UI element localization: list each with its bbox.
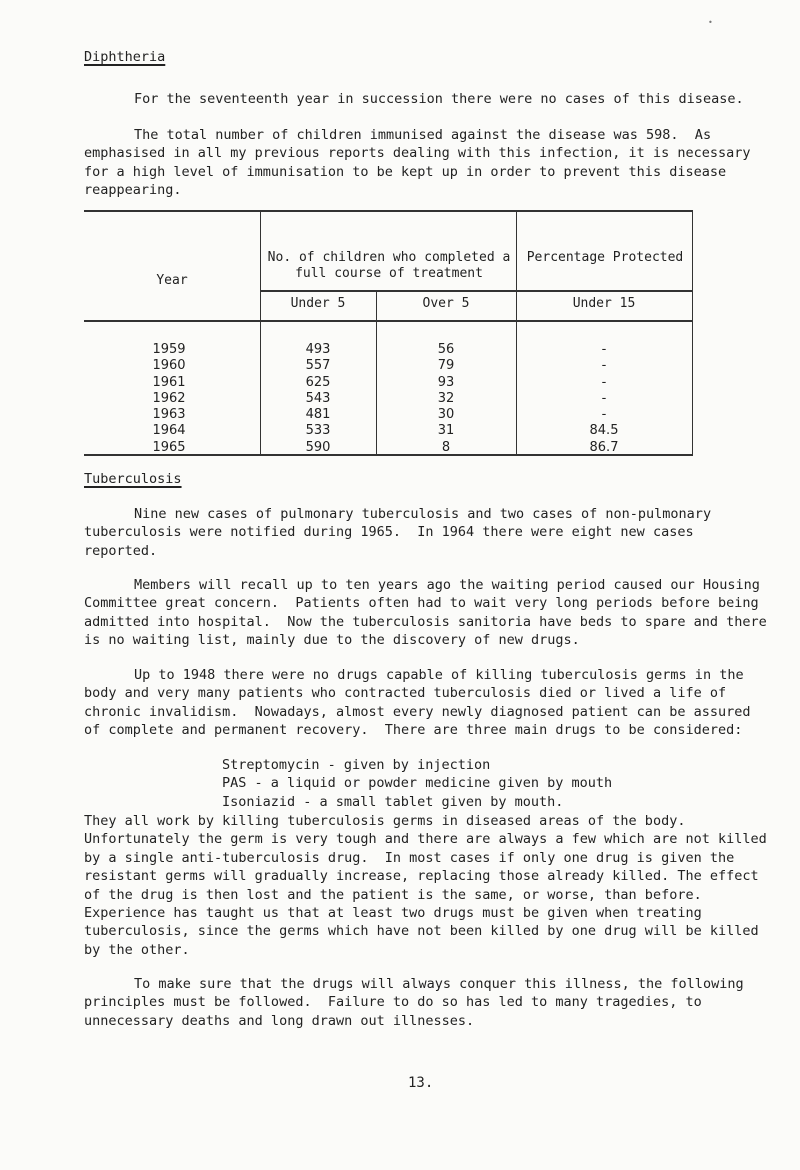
- table-cell-over-5: 79: [437, 358, 455, 374]
- subheader-under-15: Under 15: [572, 296, 636, 311]
- table-cell-year: 1965: [152, 439, 186, 455]
- table-right-border: [692, 210, 693, 456]
- diphtheria-paragraph-1: For the seventeenth year in succession there were no cases of this disease.: [134, 91, 744, 107]
- table-cell-over-5: 30: [437, 407, 455, 423]
- table-cell-year: 1960: [152, 358, 186, 374]
- header-percentage: Percentage Protected: [526, 250, 684, 265]
- tuberculosis-paragraph-2: Members will recall up to ten years ago the waiting period caused our Housing Committee great concern. Patients often had to wait very long periods before being admitted into hospital. Now the tuberculosis sanitoria have beds to spare and there is no waiting list, mainly due to the discovery of new drugs.: [84, 577, 775, 649]
- table-cell-percentage: -: [601, 374, 607, 390]
- table-cell-over-5: 32: [437, 390, 455, 406]
- table-cell-year: 1962: [152, 390, 186, 406]
- table-cell-over-5: 31: [437, 423, 455, 439]
- subheader-over-5: Over 5: [422, 296, 470, 311]
- table-cell-under-5: 590: [305, 439, 331, 455]
- subheader-under-5: Under 5: [290, 296, 346, 311]
- table-cell-under-5: 481: [305, 407, 331, 423]
- table-cell-under-5: 557: [305, 358, 331, 374]
- table-cell-over-5: 56: [437, 342, 455, 357]
- diphtheria-paragraph-2: The total number of children immunised against the disease was 598. As emphasised in all my previous reports dealing with this infection, it is necessary for a high level of immunisation to be kept up in order to prevent this disease reappearing.: [84, 127, 759, 199]
- tuberculosis-heading: Tuberculosis: [84, 471, 182, 487]
- table-cell-percentage: 86.7: [589, 439, 619, 455]
- list-item: Isoniazid - a small tablet given by mouth.: [222, 793, 564, 810]
- drug-list: [222, 756, 612, 811]
- stray-mark: •: [708, 18, 713, 27]
- table-cell-under-5: 493: [305, 342, 331, 357]
- list-item: PAS - a liquid or powder medicine given by mouth: [222, 775, 613, 792]
- column-year: [94, 342, 244, 456]
- table-cell-year: 1963: [152, 407, 186, 423]
- column-under-5: [260, 342, 376, 456]
- table-top-rule: [84, 210, 692, 212]
- immunisation-table: [84, 180, 692, 458]
- table-cell-percentage: -: [601, 407, 607, 423]
- column-over-5: [376, 342, 516, 456]
- table-cell-percentage: 84.5: [589, 423, 619, 439]
- header-year: Year: [156, 273, 188, 288]
- table-subheader-rule: [260, 290, 692, 292]
- table-cell-percentage: -: [601, 342, 607, 357]
- header-children: No. of children who completed a full course of treatment: [267, 250, 511, 281]
- tuberculosis-paragraph-3: Up to 1948 there were no drugs capable of killing tuberculosis germs in the body and very many patients who contracted tuberculosis died or lived a life of chronic invalidism. Nowadays, almost every newly diagnosed patient can be assured of complete and permanent recovery. There are three main drugs to be considered:: [84, 667, 759, 739]
- tuberculosis-paragraph-4: They all work by killing tuberculosis germs in diseased areas of the body. Unfortunately the germ is very tough and there are always a few which are not killed by a single anti-tuberculosis drug. In most cases if only one drug is given the resistant germs will gradually increase, replacing those already killed. The effect of the drug is then lost and the patient is the same, or worse, than before. Experience has taught us that at least two drugs must be given when treating tuberculosis, since the germs which have not been killed by one drug will be killed by the other.: [84, 813, 775, 958]
- diphtheria-heading: Diphtheria: [84, 49, 166, 65]
- column-percentage: [516, 342, 692, 456]
- table-cell-over-5: 93: [437, 374, 455, 390]
- table-cell-year: 1964: [152, 423, 186, 439]
- table-header-rule: [84, 320, 692, 322]
- list-item: Streptomycin - given by injection: [222, 757, 491, 773]
- page-number: 13.: [408, 1075, 434, 1091]
- table-cell-over-5: 8: [441, 439, 451, 455]
- table-cell-percentage: -: [601, 390, 607, 406]
- table-cell-under-5: 543: [305, 390, 331, 406]
- table-cell-percentage: -: [601, 358, 607, 374]
- table-cell-year: 1959: [152, 342, 186, 357]
- tuberculosis-paragraph-5: To make sure that the drugs will always conquer this illness, the following principles must be followed. Failure to do so has led to many tragedies, to unnecessary deaths and long drawn out illnesses.: [84, 976, 752, 1029]
- tuberculosis-paragraph-1: Nine new cases of pulmonary tuberculosis and two cases of non-pulmonary tuberculosis were notified during 1965. In 1964 there were eight new cases reported.: [84, 506, 720, 559]
- table-cell-under-5: 625: [305, 374, 331, 390]
- table-cell-year: 1961: [152, 374, 186, 390]
- table-cell-under-5: 533: [305, 423, 331, 439]
